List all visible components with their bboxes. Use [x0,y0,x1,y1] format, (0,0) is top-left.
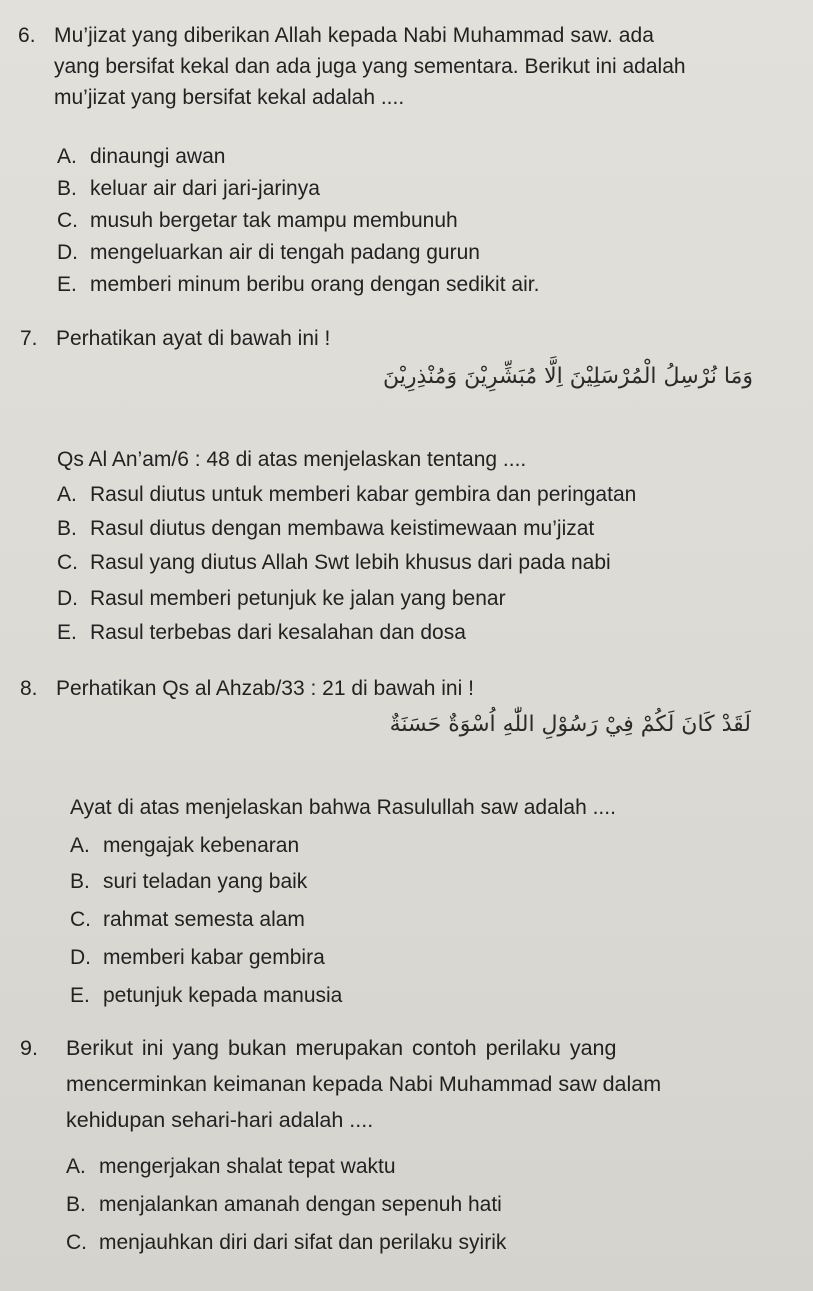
question-7-option-a[interactable]: A. Rasul diutus untuk memberi kabar gembira dan peringatan [57,483,637,506]
question-6-option-d[interactable]: D. mengeluarkan air di tengah padang gurun [57,241,480,264]
question-6-number: 6. [18,24,36,47]
question-7-option-b[interactable]: B. Rasul diutus dengan membawa keistimewaan mu’jizat [57,517,595,540]
question-7-option-d[interactable]: D. Rasul memberi petunjuk ke jalan yang benar [57,587,506,610]
question-8-prompt: 8. Perhatikan Qs al Ahzab/33 : 21 di bawah ini ! [20,677,474,700]
question-6-line-3: mu’jizat yang bersifat kekal adalah .... [54,86,405,109]
question-6-option-e[interactable]: E. memberi minum beribu orang dengan sedikit air. [57,273,540,296]
question-6-option-c[interactable]: C. musuh bergetar tak mampu membunuh [57,209,458,232]
question-7-option-c[interactable]: C. Rasul yang diutus Allah Swt lebih khusus dari pada nabi [57,551,611,574]
question-8-question: Ayat di atas menjelaskan bahwa Rasulullah saw adalah .... [70,796,616,819]
question-7-option-e[interactable]: E. Rasul terbebas dari kesalahan dan dosa [57,621,466,644]
question-6-line-1: 6. Mu’jizat yang diberikan Allah kepada Nabi Muhammad saw. ada [18,20,808,51]
question-9-option-a[interactable]: A. mengerjakan shalat tepat waktu [66,1155,396,1178]
question-6-option-a[interactable]: A. dinaungi awan [57,145,226,168]
question-8-arabic-verse: لَقَدْ كَانَ لَكُمْ فِيْ رَسُوْلِ اللّٰهِ اُسْوَةٌ حَسَنَةٌ [389,712,751,737]
question-9-option-b[interactable]: B. menjalankan amanah dengan sepenuh hati [66,1193,502,1216]
question-8-number: 8. [20,677,38,700]
question-6-line-2: yang bersifat kekal dan ada juga yang sementara. Berikut ini adalah [54,55,686,78]
question-7-arabic-verse: وَمَا نُرْسِلُ الْمُرْسَلِيْنَ اِلَّا مُبَشِّرِيْنَ وَمُنْذِرِيْنَ [382,364,753,389]
question-8-option-d[interactable]: D. memberi kabar gembira [70,946,325,969]
question-9-number: 9. [20,1036,38,1060]
question-7-number: 7. [20,327,38,350]
question-9-line-2: mencerminkan keimanan kepada Nabi Muhammad saw dalam [66,1072,662,1096]
question-9-line-1: 9. Berikut ini yang bukan merupakan contoh perilaku yang [20,1030,810,1066]
question-8-option-e[interactable]: E. petunjuk kepada manusia [70,984,343,1007]
question-7-prompt: 7. Perhatikan ayat di bawah ini ! [20,327,331,350]
question-7-question: Qs Al An’am/6 : 48 di atas menjelaskan tentang .... [57,448,527,471]
question-9-line-3: kehidupan sehari-hari adalah .... [66,1108,374,1132]
question-9-option-c[interactable]: C. menjauhkan diri dari sifat dan perilaku syirik [66,1231,507,1254]
question-6 [18,20,808,113]
question-8-option-b[interactable]: B. suri teladan yang baik [70,870,308,893]
question-9 [20,1030,810,1138]
question-6-option-b[interactable]: B. keluar air dari jari-jarinya [57,177,320,200]
question-8-option-a[interactable]: A. mengajak kebenaran [70,834,300,857]
question-8-option-c[interactable]: C. rahmat semesta alam [70,908,305,931]
